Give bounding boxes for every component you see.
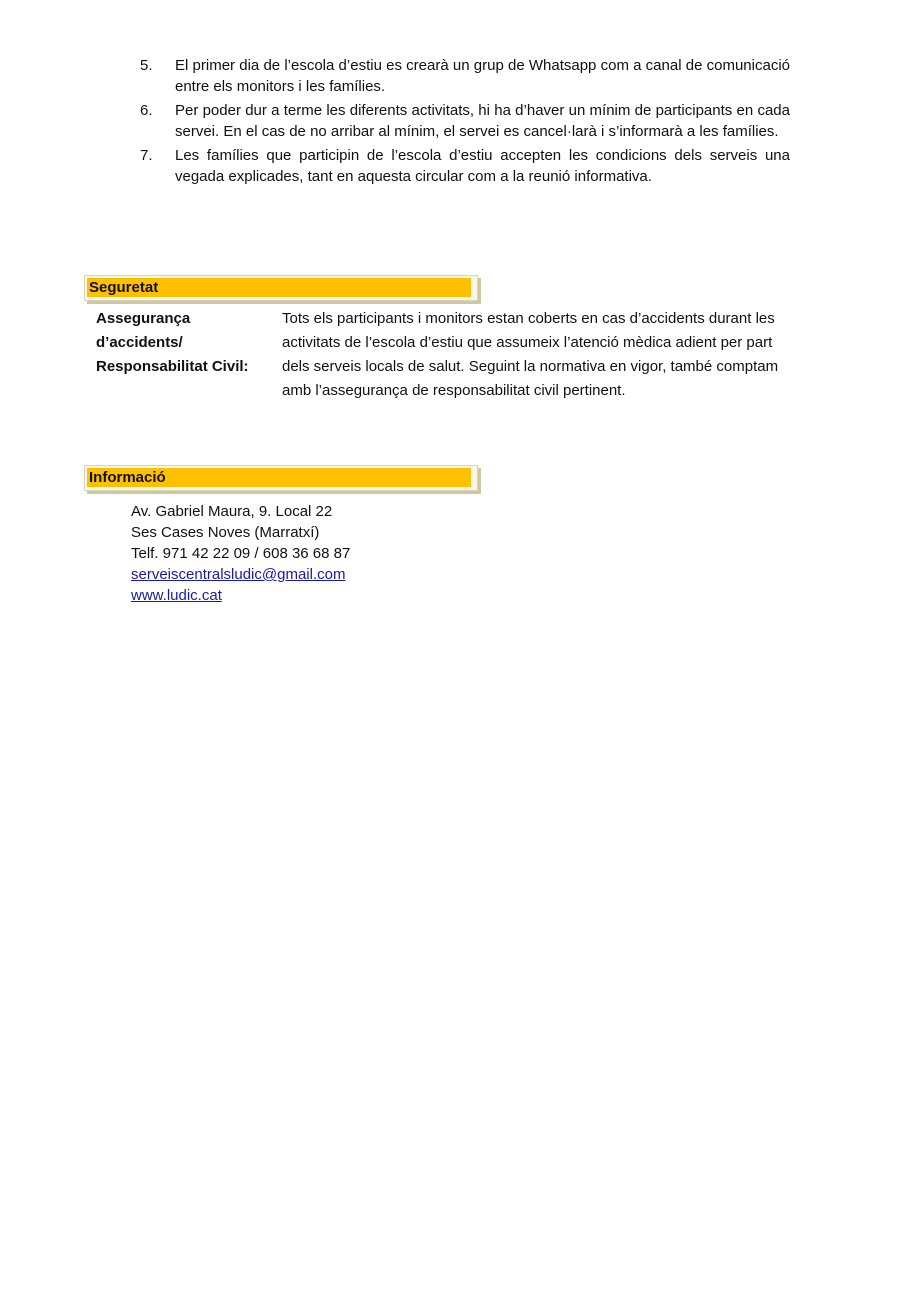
phone-line: Telf. 971 42 22 09 / 608 36 68 87	[131, 545, 351, 562]
email-link[interactable]: serveiscentralsludic@gmail.com	[131, 566, 346, 583]
seguretat-section-header	[84, 275, 478, 301]
informacio-section-header	[84, 465, 478, 491]
list-item-text: El primer dia de l’escola d’estiu es crearà un grup de Whatsapp com a canal de comunicació entre els monitors i les famílies.	[175, 57, 790, 95]
list-item	[140, 55, 790, 97]
list-item	[140, 145, 790, 187]
insurance-label	[96, 307, 282, 403]
insurance-description: Tots els participants i monitors estan coberts en cas d’accidents durant les activitats de l’escola d’estiu que assumeix l’atenció mèdica adient per part dels serveis locals de salut. Seguint la normativa en vigor, també comptam amb l’assegurança de responsabilitat civil pertinent.	[282, 310, 779, 399]
address-line: Av. Gabriel Maura, 9. Local 22	[131, 503, 333, 520]
numbered-list	[140, 55, 790, 190]
insurance-label-line: Assegurança	[96, 310, 191, 327]
list-item-text: Les famílies que participin de l’escola d’estiu accepten les condicions dels serveis una vegada explicades, tant en aquesta circular com a la reunió informativa.	[175, 147, 790, 185]
insurance-label-line: Responsabilitat Civil:	[96, 358, 249, 375]
locality-line: Ses Cases Noves (Marratxí)	[131, 524, 320, 541]
insurance-label-line: d’accidents/	[96, 334, 183, 351]
contact-info	[131, 501, 531, 606]
section-heading: Informació	[89, 469, 166, 486]
website-link[interactable]: www.ludic.cat	[131, 587, 222, 604]
list-item-number: 7.	[140, 147, 153, 164]
list-item	[140, 100, 790, 142]
list-item-number: 6.	[140, 102, 153, 119]
list-item-number: 5.	[140, 57, 153, 74]
list-item-text: Per poder dur a terme les diferents activitats, hi ha d’haver un mínim de participants en cada servei. En el cas de no arribar al mínim, el servei es cancel·larà i s’informarà a les famílies.	[175, 102, 790, 140]
section-heading: Seguretat	[89, 279, 159, 296]
seguretat-block	[96, 307, 796, 403]
